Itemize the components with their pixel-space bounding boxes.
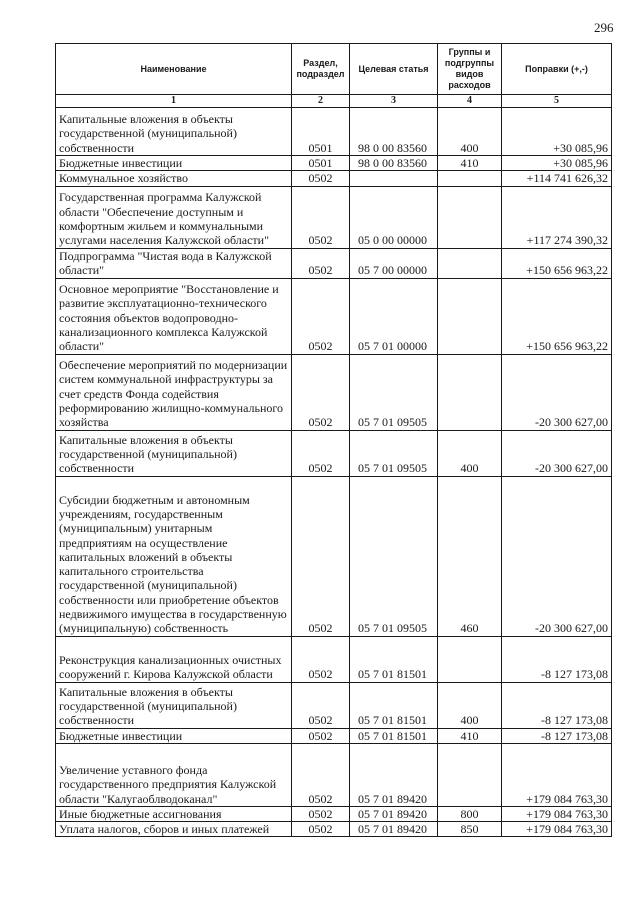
row-target: 05 7 01 81501	[350, 682, 438, 728]
row-section: 0502	[292, 476, 350, 636]
column-number: 5	[502, 95, 612, 108]
row-amount: -20 300 627,00	[502, 430, 612, 476]
table-row	[56, 636, 612, 682]
header-target: Целевая статья	[350, 44, 438, 95]
row-name: Подпрограмма "Чистая вода в Калужской области"	[56, 248, 292, 278]
row-group: 410	[438, 156, 502, 171]
row-group	[438, 186, 502, 248]
row-target: 05 7 00 00000	[350, 248, 438, 278]
row-group: 460	[438, 476, 502, 636]
row-target: 05 0 00 00000	[350, 186, 438, 248]
row-target: 05 7 01 81501	[350, 728, 438, 743]
row-section: 0501	[292, 156, 350, 171]
table-row	[56, 822, 612, 837]
row-section: 0502	[292, 430, 350, 476]
table-row	[56, 743, 612, 806]
row-amount: +150 656 963,22	[502, 278, 612, 354]
row-section: 0502	[292, 822, 350, 837]
table-row	[56, 682, 612, 728]
row-name: Бюджетные инвестиции	[56, 728, 292, 743]
row-target: 05 7 01 09505	[350, 476, 438, 636]
column-number-row	[56, 95, 612, 108]
row-group: 400	[438, 682, 502, 728]
row-target: 05 7 01 09505	[350, 354, 438, 430]
table-row	[56, 248, 612, 278]
row-amount: +179 084 763,30	[502, 806, 612, 821]
row-section: 0502	[292, 728, 350, 743]
row-name: Увеличение уставного фонда государственного предприятия Калужской области "Калугаоблводоканал"	[56, 743, 292, 806]
row-amount: +179 084 763,30	[502, 743, 612, 806]
row-group: 410	[438, 728, 502, 743]
budget-amendments-table	[55, 43, 612, 837]
row-target: 05 7 01 00000	[350, 278, 438, 354]
row-group: 400	[438, 108, 502, 156]
table-row	[56, 108, 612, 156]
row-target: 05 7 01 89420	[350, 806, 438, 821]
row-amount: +114 741 626,32	[502, 171, 612, 186]
row-amount: -8 127 173,08	[502, 636, 612, 682]
row-target	[350, 171, 438, 186]
row-target: 98 0 00 83560	[350, 156, 438, 171]
row-amount: +117 274 390,32	[502, 186, 612, 248]
row-name: Капитальные вложения в объекты государственной (муниципальной) собственности	[56, 430, 292, 476]
row-section: 0502	[292, 636, 350, 682]
row-group	[438, 636, 502, 682]
row-amount: -8 127 173,08	[502, 728, 612, 743]
page-number: 296	[594, 20, 614, 35]
row-target: 05 7 01 89420	[350, 822, 438, 837]
row-amount: -20 300 627,00	[502, 354, 612, 430]
table-row	[56, 156, 612, 171]
header-row	[56, 44, 612, 95]
row-group	[438, 171, 502, 186]
header-section: Раздел, подраздел	[292, 44, 350, 95]
row-name: Обеспечение мероприятий по модернизации систем коммунальной инфраструктуры за счет средств Фонда содействия реформированию жилищно-коммунального хозяйства	[56, 354, 292, 430]
row-name: Государственная программа Калужской области "Обеспечение доступным и комфортным жильем и коммунальными услугами населения Калужской области"	[56, 186, 292, 248]
row-name: Уплата налогов, сборов и иных платежей	[56, 822, 292, 837]
row-name: Иные бюджетные ассигнования	[56, 806, 292, 821]
table-row	[56, 186, 612, 248]
row-target: 98 0 00 83560	[350, 108, 438, 156]
row-group	[438, 248, 502, 278]
column-number: 4	[438, 95, 502, 108]
table-row	[56, 728, 612, 743]
row-section: 0502	[292, 278, 350, 354]
row-amount: -20 300 627,00	[502, 476, 612, 636]
row-section: 0502	[292, 743, 350, 806]
row-group	[438, 278, 502, 354]
row-amount: +30 085,96	[502, 156, 612, 171]
table-row	[56, 806, 612, 821]
header-groups: Группы и подгруппы видов расходов	[438, 44, 502, 95]
column-number: 1	[56, 95, 292, 108]
row-group	[438, 354, 502, 430]
table-row	[56, 476, 612, 636]
row-amount: -8 127 173,08	[502, 682, 612, 728]
row-name: Коммунальное хозяйство	[56, 171, 292, 186]
row-section: 0501	[292, 108, 350, 156]
row-group: 800	[438, 806, 502, 821]
row-section: 0502	[292, 171, 350, 186]
row-group	[438, 743, 502, 806]
row-section: 0502	[292, 806, 350, 821]
table-row	[56, 171, 612, 186]
table-row	[56, 354, 612, 430]
row-name: Субсидии бюджетным и автономным учреждениям, государственным (муниципальным) унитарным предприятиям на осуществление капитальных вложений в объекты капитального строительства государственной (муниципальной) собственности или приобретение объектов недвижимого имущества в государственную (муниципальную) собственность	[56, 476, 292, 636]
row-target: 05 7 01 89420	[350, 743, 438, 806]
row-amount: +150 656 963,22	[502, 248, 612, 278]
row-section: 0502	[292, 682, 350, 728]
row-section: 0502	[292, 354, 350, 430]
row-section: 0502	[292, 186, 350, 248]
row-name: Основное мероприятие "Восстановление и развитие эксплуатационно-технического состояния объектов водопроводно-канализационного комплекса Калужской области"	[56, 278, 292, 354]
row-target: 05 7 01 81501	[350, 636, 438, 682]
header-name: Наименование	[56, 44, 292, 95]
table-row	[56, 430, 612, 476]
row-group: 400	[438, 430, 502, 476]
row-name: Бюджетные инвестиции	[56, 156, 292, 171]
column-number: 3	[350, 95, 438, 108]
header-amendments: Поправки (+,-)	[502, 44, 612, 95]
row-group: 850	[438, 822, 502, 837]
row-amount: +30 085,96	[502, 108, 612, 156]
row-name: Реконструкция канализационных очистных сооружений г. Кирова Калужской области	[56, 636, 292, 682]
row-amount: +179 084 763,30	[502, 822, 612, 837]
column-number: 2	[292, 95, 350, 108]
row-section: 0502	[292, 248, 350, 278]
row-target: 05 7 01 09505	[350, 430, 438, 476]
row-name: Капитальные вложения в объекты государственной (муниципальной) собственности	[56, 108, 292, 156]
row-name: Капитальные вложения в объекты государственной (муниципальной) собственности	[56, 682, 292, 728]
table-row	[56, 278, 612, 354]
